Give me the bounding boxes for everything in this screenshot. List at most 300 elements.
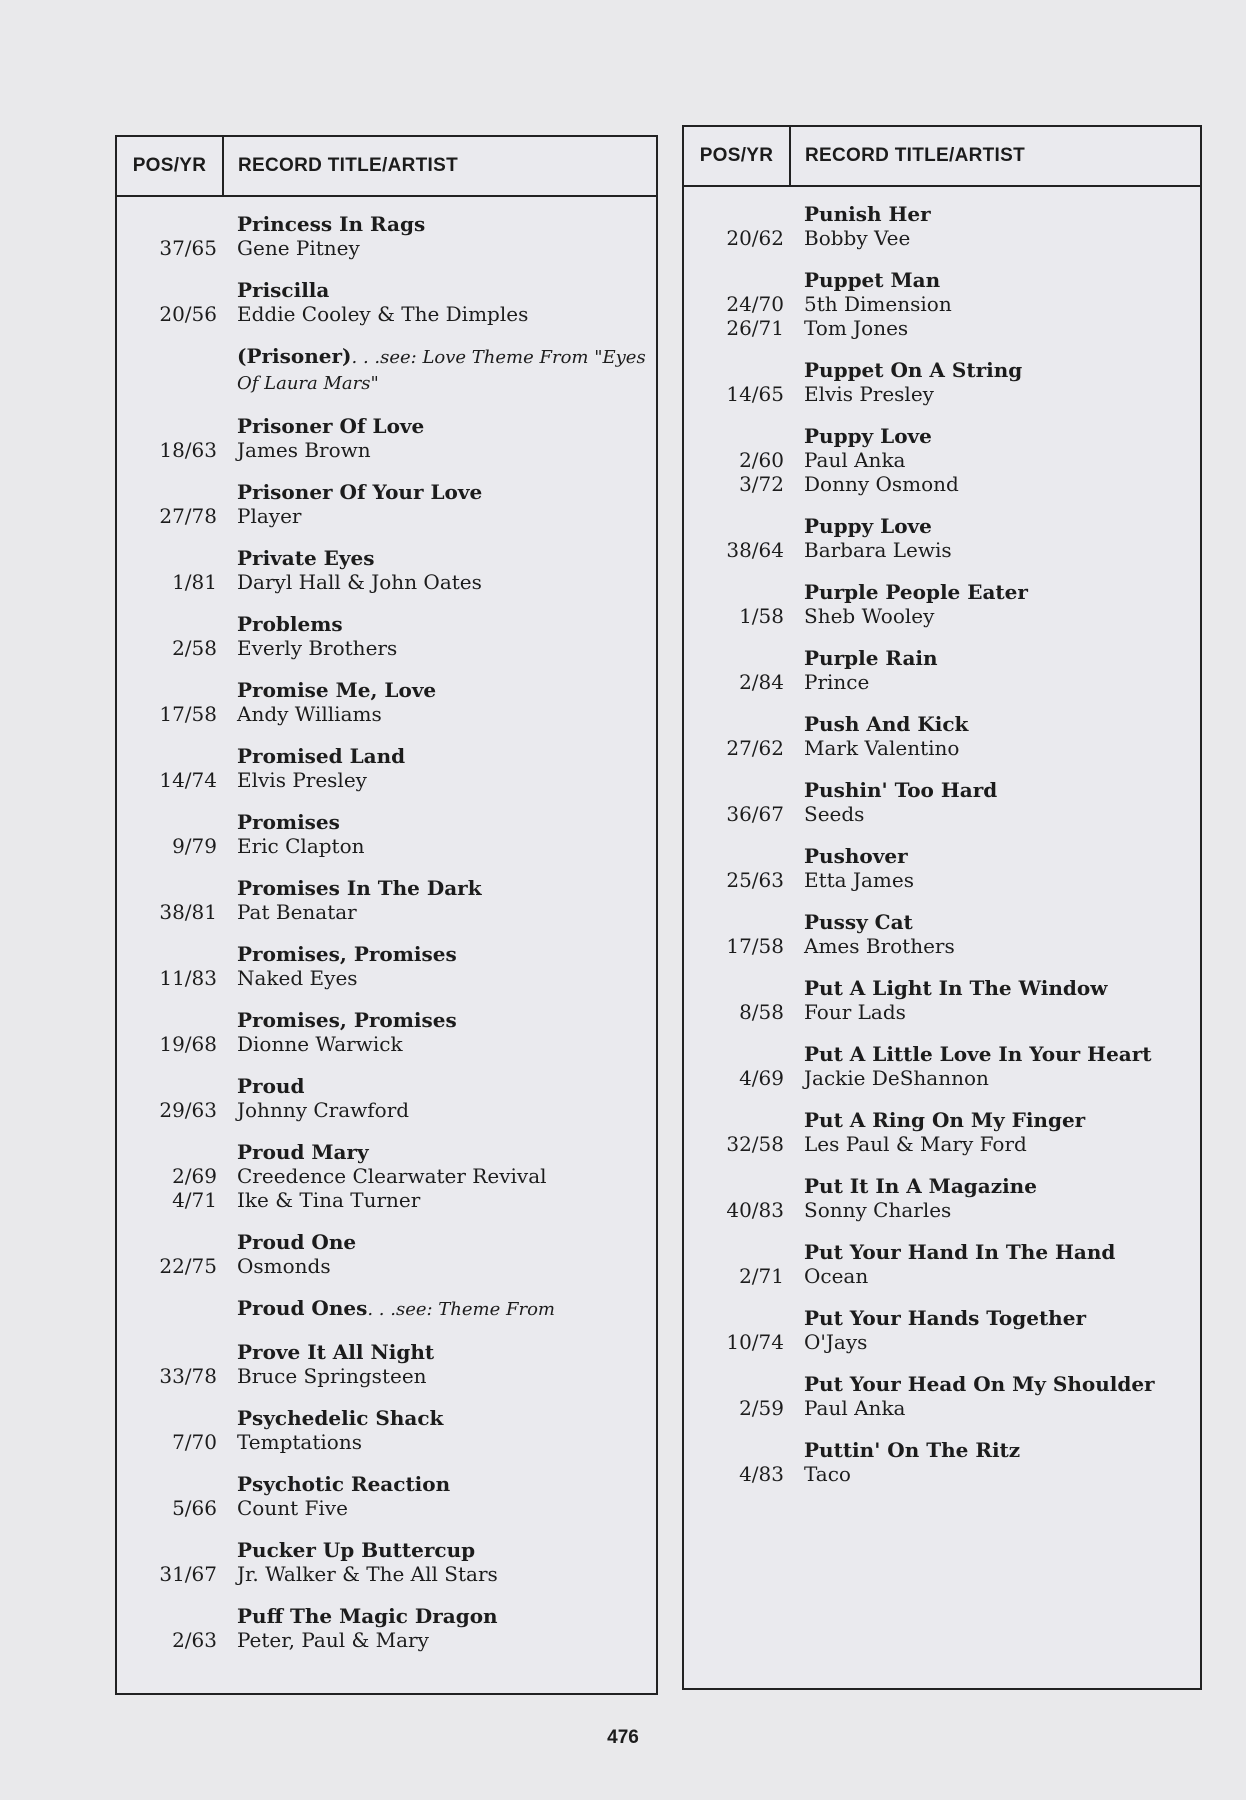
song-title-line bbox=[804, 1438, 1200, 1462]
artist-name: Seeds bbox=[804, 802, 865, 826]
chart-position: 8/58 bbox=[739, 1000, 784, 1024]
song-title: Put It In A Magazine bbox=[804, 1174, 1037, 1198]
record-entry bbox=[117, 1406, 656, 1454]
artist-name: Dionne Warwick bbox=[237, 1032, 403, 1056]
song-title-line bbox=[804, 976, 1200, 1000]
song-title: Promises, Promises bbox=[237, 942, 457, 966]
pos-yr-cell bbox=[684, 910, 789, 958]
song-title-line bbox=[804, 778, 1200, 802]
song-title-line bbox=[804, 1108, 1200, 1132]
pos-spacer bbox=[117, 744, 217, 768]
artist-name: 5th Dimension bbox=[804, 292, 952, 316]
left-record-table bbox=[115, 135, 658, 1695]
song-title-line bbox=[804, 424, 1200, 448]
chart-position: 9/79 bbox=[172, 834, 217, 858]
record-title-artist-cell bbox=[222, 1074, 656, 1122]
record-entry bbox=[684, 1042, 1200, 1090]
record-title-artist-cell bbox=[789, 712, 1200, 760]
pos-yr-cell bbox=[117, 1296, 222, 1322]
pos-yr-cell bbox=[684, 712, 789, 760]
record-entry bbox=[684, 910, 1200, 958]
pos-spacer bbox=[684, 1174, 784, 1198]
song-title-line bbox=[804, 844, 1200, 868]
pos-yr-cell bbox=[117, 278, 222, 326]
record-title-artist-cell bbox=[222, 1008, 656, 1056]
song-title-line bbox=[237, 1296, 656, 1322]
song-title-line bbox=[237, 744, 656, 768]
pos-spacer bbox=[117, 372, 217, 396]
record-entry bbox=[117, 212, 656, 260]
artist-name: Ames Brothers bbox=[804, 934, 955, 958]
song-title-line bbox=[237, 480, 656, 504]
record-title-artist-cell bbox=[789, 1306, 1200, 1354]
pos-spacer bbox=[117, 546, 217, 570]
record-entry bbox=[684, 1372, 1200, 1420]
record-title-artist-cell bbox=[222, 1230, 656, 1278]
see-reference: . . .see: Love Theme From "Eyes Of Laura Mars" bbox=[237, 347, 646, 394]
record-entry bbox=[117, 1230, 656, 1278]
chart-position: 33/78 bbox=[159, 1364, 217, 1388]
artist-name: Eric Clapton bbox=[237, 834, 365, 858]
song-title: Pucker Up Buttercup bbox=[237, 1538, 476, 1562]
record-entry bbox=[117, 612, 656, 660]
record-entry bbox=[117, 480, 656, 528]
pos-yr-header: POS/YR bbox=[117, 137, 224, 195]
artist-name: Donny Osmond bbox=[804, 472, 959, 496]
song-title: Put A Light In The Window bbox=[804, 976, 1108, 1000]
pos-yr-cell bbox=[684, 514, 789, 562]
song-title-line bbox=[804, 1174, 1200, 1198]
pos-yr-cell bbox=[117, 1472, 222, 1520]
chart-position: 2/71 bbox=[739, 1264, 784, 1288]
record-entry bbox=[684, 778, 1200, 826]
record-entry bbox=[117, 1008, 656, 1056]
record-title-artist-cell bbox=[789, 1174, 1200, 1222]
pos-spacer bbox=[684, 202, 784, 226]
chart-position: 1/81 bbox=[172, 570, 217, 594]
song-title-line bbox=[804, 712, 1200, 736]
chart-position: 2/59 bbox=[739, 1396, 784, 1420]
artist-name: Sheb Wooley bbox=[804, 604, 935, 628]
song-title: Puff The Magic Dragon bbox=[237, 1604, 498, 1628]
record-title-artist-cell bbox=[789, 358, 1200, 406]
song-title-line bbox=[804, 646, 1200, 670]
pos-yr-cell bbox=[117, 480, 222, 528]
chart-position: 25/63 bbox=[726, 868, 784, 892]
record-entry bbox=[684, 976, 1200, 1024]
song-title: Put Your Hands Together bbox=[804, 1306, 1086, 1330]
page-number: 476 bbox=[607, 1727, 639, 1748]
song-title: Puppy Love bbox=[804, 514, 932, 538]
pos-yr-cell bbox=[684, 580, 789, 628]
song-title-line bbox=[237, 1340, 656, 1364]
song-title-line bbox=[804, 202, 1200, 226]
record-title-artist-cell bbox=[222, 1604, 656, 1652]
pos-spacer bbox=[117, 1472, 217, 1496]
artist-name: Andy Williams bbox=[237, 702, 382, 726]
record-entry bbox=[684, 646, 1200, 694]
record-title-artist-cell bbox=[789, 1042, 1200, 1090]
record-title-artist-cell bbox=[222, 876, 656, 924]
record-entry bbox=[684, 580, 1200, 628]
record-title-artist-cell bbox=[789, 1108, 1200, 1156]
pos-spacer bbox=[117, 278, 217, 302]
chart-position: 17/58 bbox=[159, 702, 217, 726]
record-title-artist-cell bbox=[222, 1406, 656, 1454]
record-entry bbox=[117, 876, 656, 924]
record-entry bbox=[684, 844, 1200, 892]
song-title: Promise Me, Love bbox=[237, 678, 437, 702]
record-title-artist-cell bbox=[222, 480, 656, 528]
record-entry bbox=[684, 358, 1200, 406]
table-header bbox=[684, 127, 1200, 187]
pos-yr-cell bbox=[684, 1108, 789, 1156]
artist-name: Prince bbox=[804, 670, 870, 694]
pos-yr-cell bbox=[684, 424, 789, 496]
artist-name: Ocean bbox=[804, 1264, 869, 1288]
pos-spacer bbox=[117, 480, 217, 504]
pos-yr-cell bbox=[117, 678, 222, 726]
pos-yr-cell bbox=[684, 1174, 789, 1222]
chart-position: 27/62 bbox=[726, 736, 784, 760]
record-entry bbox=[117, 744, 656, 792]
record-entry bbox=[117, 414, 656, 462]
song-title-line bbox=[804, 1372, 1200, 1396]
chart-position: 18/63 bbox=[159, 438, 217, 462]
song-title: Punish Her bbox=[804, 202, 931, 226]
pos-spacer bbox=[684, 1042, 784, 1066]
record-entry bbox=[117, 810, 656, 858]
song-title: Proud Mary bbox=[237, 1140, 369, 1164]
song-title-line bbox=[237, 1074, 656, 1098]
pos-yr-cell bbox=[684, 778, 789, 826]
record-title-artist-cell bbox=[222, 546, 656, 594]
record-title-artist-cell bbox=[222, 942, 656, 990]
pos-spacer bbox=[684, 844, 784, 868]
song-title: (Prisoner) bbox=[237, 344, 352, 368]
chart-position: 20/62 bbox=[726, 226, 784, 250]
pos-yr-cell bbox=[684, 1438, 789, 1486]
chart-position: 2/63 bbox=[172, 1628, 217, 1652]
song-title-line bbox=[804, 1240, 1200, 1264]
record-entry bbox=[117, 1074, 656, 1122]
record-title-artist-cell bbox=[222, 678, 656, 726]
song-title: Prisoner Of Love bbox=[237, 414, 425, 438]
record-entry bbox=[117, 1472, 656, 1520]
song-title-line bbox=[237, 546, 656, 570]
artist-name: Jackie DeShannon bbox=[804, 1066, 989, 1090]
pos-yr-cell bbox=[684, 268, 789, 340]
song-title: Prove It All Night bbox=[237, 1340, 435, 1364]
table-header bbox=[117, 137, 656, 197]
record-entry bbox=[684, 1240, 1200, 1288]
song-title: Promises bbox=[237, 810, 340, 834]
record-entry bbox=[117, 1340, 656, 1388]
song-title: Pussy Cat bbox=[804, 910, 913, 934]
artist-name: Bruce Springsteen bbox=[237, 1364, 427, 1388]
pos-spacer bbox=[684, 1438, 784, 1462]
song-title-line bbox=[804, 910, 1200, 934]
pos-yr-cell bbox=[684, 976, 789, 1024]
pos-yr-cell bbox=[117, 212, 222, 260]
song-title: Proud One bbox=[237, 1230, 357, 1254]
pos-spacer bbox=[684, 646, 784, 670]
chart-position: 1/58 bbox=[739, 604, 784, 628]
record-title-artist-cell bbox=[789, 976, 1200, 1024]
record-title-artist-cell bbox=[789, 514, 1200, 562]
record-title-artist-header: RECORD TITLE/ARTIST bbox=[805, 145, 1025, 166]
pos-yr-cell bbox=[684, 646, 789, 694]
song-title: Prisoner Of Your Love bbox=[237, 480, 483, 504]
record-entry bbox=[684, 1108, 1200, 1156]
chart-position: 26/71 bbox=[726, 316, 784, 340]
song-title-line bbox=[804, 268, 1200, 292]
song-title: Put A Ring On My Finger bbox=[804, 1108, 1086, 1132]
pos-spacer bbox=[684, 976, 784, 1000]
song-title-line bbox=[237, 612, 656, 636]
record-title-artist-cell bbox=[222, 1140, 656, 1212]
chart-position: 36/67 bbox=[726, 802, 784, 826]
song-title-line bbox=[804, 1042, 1200, 1066]
pos-yr-cell bbox=[117, 1140, 222, 1212]
artist-name: Elvis Presley bbox=[237, 768, 367, 792]
artist-name: Daryl Hall & John Oates bbox=[237, 570, 482, 594]
left-entries bbox=[117, 197, 656, 1652]
artist-name: Four Lads bbox=[804, 1000, 906, 1024]
artist-name: Eddie Cooley & The Dimples bbox=[237, 302, 529, 326]
pos-spacer bbox=[117, 810, 217, 834]
pos-spacer bbox=[117, 1604, 217, 1628]
artist-name: Tom Jones bbox=[804, 316, 909, 340]
artist-name: Jr. Walker & The All Stars bbox=[237, 1562, 498, 1586]
song-title: Princess In Rags bbox=[237, 212, 426, 236]
record-title-artist-cell bbox=[222, 810, 656, 858]
chart-position: 14/65 bbox=[726, 382, 784, 406]
song-title-line bbox=[804, 514, 1200, 538]
pos-spacer bbox=[117, 212, 217, 236]
pos-spacer bbox=[117, 942, 217, 966]
record-entry bbox=[684, 1306, 1200, 1354]
record-title-artist-cell bbox=[222, 344, 656, 396]
record-title-artist-cell bbox=[222, 278, 656, 326]
pos-yr-cell bbox=[684, 844, 789, 892]
record-title-artist-cell bbox=[789, 778, 1200, 826]
record-title-artist-cell bbox=[789, 268, 1200, 340]
record-entry bbox=[117, 1140, 656, 1212]
pos-spacer bbox=[684, 778, 784, 802]
pos-spacer bbox=[117, 612, 217, 636]
pos-spacer bbox=[117, 1340, 217, 1364]
chart-position: 10/74 bbox=[726, 1330, 784, 1354]
pos-yr-cell bbox=[117, 1008, 222, 1056]
song-title-line bbox=[804, 1306, 1200, 1330]
chart-position: 20/56 bbox=[159, 302, 217, 326]
song-title: Promises, Promises bbox=[237, 1008, 457, 1032]
song-title: Proud Ones bbox=[237, 1296, 368, 1320]
pos-spacer bbox=[684, 1108, 784, 1132]
artist-name: O'Jays bbox=[804, 1330, 868, 1354]
song-title-line bbox=[237, 678, 656, 702]
song-title-line bbox=[237, 942, 656, 966]
song-title: Promised Land bbox=[237, 744, 406, 768]
record-entry bbox=[117, 942, 656, 990]
pos-yr-cell bbox=[684, 1306, 789, 1354]
song-title: Puttin' On The Ritz bbox=[804, 1438, 1021, 1462]
song-title: Purple People Eater bbox=[804, 580, 1028, 604]
chart-position: 17/58 bbox=[726, 934, 784, 958]
record-title-artist-cell bbox=[789, 580, 1200, 628]
artist-name: Everly Brothers bbox=[237, 636, 398, 660]
song-title-line bbox=[237, 414, 656, 438]
pos-spacer bbox=[684, 580, 784, 604]
song-title: Puppet Man bbox=[804, 268, 941, 292]
chart-position: 11/83 bbox=[159, 966, 217, 990]
song-title-line bbox=[237, 876, 656, 900]
song-title: Puppy Love bbox=[804, 424, 932, 448]
artist-name: Barbara Lewis bbox=[804, 538, 952, 562]
artist-name: Paul Anka bbox=[804, 448, 906, 472]
song-title-line bbox=[237, 1230, 656, 1254]
chart-position: 2/60 bbox=[739, 448, 784, 472]
artist-name: Taco bbox=[804, 1462, 851, 1486]
artist-name: Johnny Crawford bbox=[237, 1098, 410, 1122]
pos-yr-cell bbox=[117, 1074, 222, 1122]
record-entry bbox=[117, 1296, 656, 1322]
artist-name: Osmonds bbox=[237, 1254, 331, 1278]
record-entry bbox=[117, 678, 656, 726]
pos-yr-cell bbox=[117, 414, 222, 462]
record-entry bbox=[684, 712, 1200, 760]
chart-position: 2/58 bbox=[172, 636, 217, 660]
song-title: Psychotic Reaction bbox=[237, 1472, 451, 1496]
record-entry bbox=[117, 1538, 656, 1586]
song-title: Put Your Hand In The Hand bbox=[804, 1240, 1116, 1264]
right-entries bbox=[684, 187, 1200, 1486]
record-title-artist-cell bbox=[789, 1438, 1200, 1486]
chart-position: 27/78 bbox=[159, 504, 217, 528]
pos-yr-cell bbox=[117, 1340, 222, 1388]
pos-yr-cell bbox=[684, 1240, 789, 1288]
record-entry bbox=[684, 268, 1200, 340]
chart-position: 4/83 bbox=[739, 1462, 784, 1486]
artist-name: Naked Eyes bbox=[237, 966, 358, 990]
artist-name: Temptations bbox=[237, 1430, 362, 1454]
artist-name: Peter, Paul & Mary bbox=[237, 1628, 429, 1652]
record-title-artist-cell bbox=[789, 202, 1200, 250]
pos-spacer bbox=[117, 678, 217, 702]
right-record-table bbox=[682, 125, 1202, 1690]
record-entry bbox=[684, 514, 1200, 562]
chart-position: 2/69 bbox=[172, 1164, 217, 1188]
record-title-artist-cell bbox=[222, 212, 656, 260]
song-title-line bbox=[237, 1472, 656, 1496]
record-entry bbox=[117, 546, 656, 594]
chart-position: 24/70 bbox=[726, 292, 784, 316]
song-title: Psychedelic Shack bbox=[237, 1406, 444, 1430]
pos-yr-cell bbox=[117, 1406, 222, 1454]
chart-position: 32/58 bbox=[726, 1132, 784, 1156]
record-title-artist-header: RECORD TITLE/ARTIST bbox=[238, 155, 458, 176]
song-title: Promises In The Dark bbox=[237, 876, 482, 900]
pos-yr-cell bbox=[684, 1042, 789, 1090]
pos-spacer bbox=[684, 514, 784, 538]
song-title: Priscilla bbox=[237, 278, 330, 302]
record-title-artist-cell bbox=[789, 424, 1200, 496]
pos-yr-cell bbox=[117, 1230, 222, 1278]
record-entry bbox=[684, 1438, 1200, 1486]
record-title-artist-cell bbox=[222, 1472, 656, 1520]
pos-spacer bbox=[684, 424, 784, 448]
song-title: Puppet On A String bbox=[804, 358, 1023, 382]
chart-position: 3/72 bbox=[739, 472, 784, 496]
record-entry bbox=[117, 344, 656, 396]
pos-yr-header: POS/YR bbox=[684, 127, 791, 185]
chart-position: 19/68 bbox=[159, 1032, 217, 1056]
song-title-line bbox=[804, 358, 1200, 382]
pos-spacer bbox=[117, 1230, 217, 1254]
chart-position: 22/75 bbox=[159, 1254, 217, 1278]
artist-name: Elvis Presley bbox=[804, 382, 934, 406]
record-entry bbox=[684, 424, 1200, 496]
chart-position: 2/84 bbox=[739, 670, 784, 694]
record-title-artist-cell bbox=[789, 910, 1200, 958]
artist-name: Creedence Clearwater Revival bbox=[237, 1164, 547, 1188]
record-entry bbox=[117, 278, 656, 326]
see-reference: . . .see: Theme From bbox=[367, 1299, 555, 1320]
pos-spacer bbox=[684, 1372, 784, 1396]
chart-position: 5/66 bbox=[172, 1496, 217, 1520]
artist-name: Ike & Tina Turner bbox=[237, 1188, 421, 1212]
song-title-line bbox=[237, 1604, 656, 1628]
artist-name: Mark Valentino bbox=[804, 736, 960, 760]
artist-name: James Brown bbox=[237, 438, 371, 462]
pos-spacer bbox=[684, 1240, 784, 1264]
song-title-line bbox=[237, 1008, 656, 1032]
record-title-artist-cell bbox=[222, 1340, 656, 1388]
pos-yr-cell bbox=[684, 202, 789, 250]
chart-position: 40/83 bbox=[726, 1198, 784, 1222]
song-title-line bbox=[237, 1538, 656, 1562]
record-title-artist-cell bbox=[789, 844, 1200, 892]
chart-position: 4/71 bbox=[172, 1188, 217, 1212]
pos-yr-cell bbox=[117, 612, 222, 660]
artist-name: Paul Anka bbox=[804, 1396, 906, 1420]
pos-spacer bbox=[684, 712, 784, 736]
pos-spacer bbox=[684, 1306, 784, 1330]
song-title-line bbox=[237, 1140, 656, 1164]
chart-position: 4/69 bbox=[739, 1066, 784, 1090]
song-title: Pushover bbox=[804, 844, 908, 868]
record-title-artist-cell bbox=[222, 414, 656, 462]
record-title-artist-cell bbox=[222, 612, 656, 660]
chart-position: 7/70 bbox=[172, 1430, 217, 1454]
pos-spacer bbox=[117, 1008, 217, 1032]
pos-yr-cell bbox=[684, 358, 789, 406]
pos-spacer bbox=[684, 268, 784, 292]
pos-spacer bbox=[117, 1074, 217, 1098]
pos-spacer bbox=[684, 910, 784, 934]
song-title: Purple Rain bbox=[804, 646, 938, 670]
record-title-artist-cell bbox=[222, 1296, 656, 1322]
pos-spacer bbox=[117, 1140, 217, 1164]
record-title-artist-cell bbox=[222, 744, 656, 792]
pos-spacer bbox=[117, 1538, 217, 1562]
chart-position: 31/67 bbox=[159, 1562, 217, 1586]
chart-position: 37/65 bbox=[159, 236, 217, 260]
pos-yr-cell bbox=[117, 1604, 222, 1652]
record-title-artist-cell bbox=[789, 646, 1200, 694]
pos-yr-cell bbox=[117, 942, 222, 990]
